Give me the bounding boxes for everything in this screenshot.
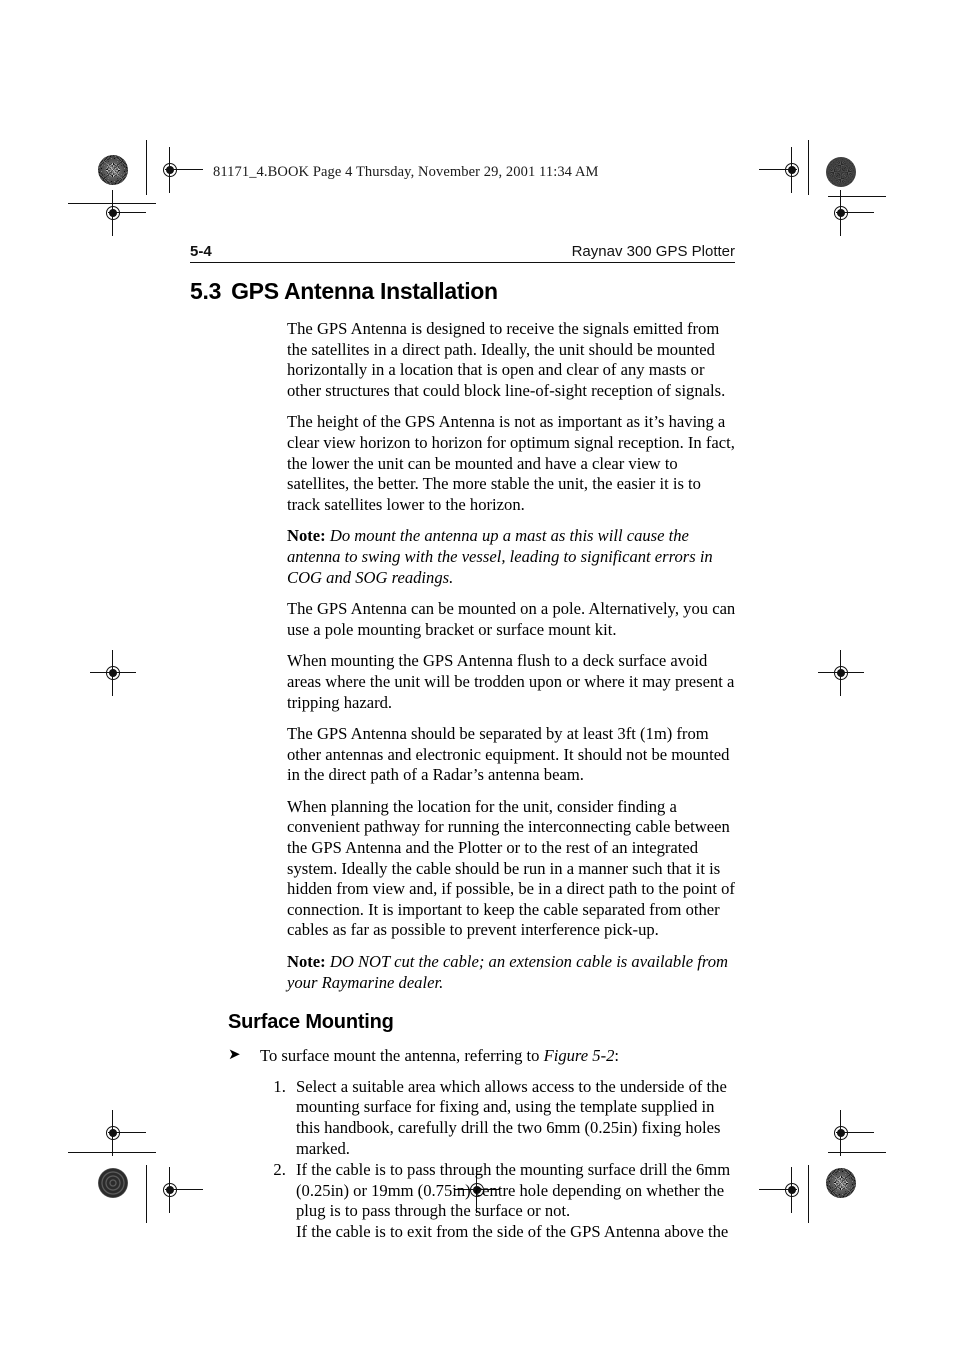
- crop-line-upper-right-horizontal: [828, 196, 886, 197]
- registration-mark-mid-left: [98, 658, 128, 688]
- procedure-steps: [252, 1077, 738, 1243]
- registration-mark-upper-left: [98, 198, 128, 228]
- list-item: [290, 1077, 738, 1159]
- registration-mark-lower-left: [98, 1118, 128, 1148]
- scan-file-info: 81171_4.BOOK Page 4 Thursday, November 29, 2001 11:34 AM: [213, 164, 599, 180]
- halftone-dot-bottom-left: [98, 1168, 128, 1198]
- note-2: [287, 952, 738, 993]
- registration-mark-bottom-left: [155, 1175, 185, 1205]
- figure-reference: Figure 5-2: [543, 1046, 615, 1066]
- running-head: [190, 236, 735, 263]
- note-2-text: DO NOT cut the cable; an extension cable is available from your Raymarine dealer.: [287, 952, 729, 992]
- crop-line-lower-left-horizontal: [68, 1152, 156, 1153]
- step-1-text: Select a suitable area which allows access to the underside of the mounting surface for fixing and, using the template supplied in this handbook, carefully drill the two 6mm (0.25in) fixing holes marked.: [296, 1076, 727, 1158]
- note-1-text: Do mount the antenna up a mast as this will cause the antenna to swing with the vessel, leading to significant errors in COG and SOG readings.: [287, 526, 713, 587]
- crop-line-top-left-vertical: [146, 140, 147, 195]
- note-label: Note:: [287, 952, 326, 972]
- paragraph-4: When mounting the GPS Antenna flush to a deck surface avoid areas where the unit will be trodden upon or where it may present a tripping hazard.: [287, 651, 735, 712]
- arrow-bullet-icon: ➤: [228, 1047, 241, 1064]
- note-1: [287, 526, 738, 588]
- page-folio: 5-4: [190, 243, 212, 260]
- body-column: [287, 319, 738, 993]
- crop-line-bottom-left-vertical: [146, 1165, 147, 1223]
- halftone-dot-top-right: [826, 157, 856, 187]
- procedure-intro-lead: To surface mount the antenna, referring to: [260, 1046, 544, 1066]
- paragraph-2: The height of the GPS Antenna is not as important as it’s having a clear view horizon to horizon for optimum signal reception. In fact, the lower the unit can be mounted and have a clear view to satellites, the better. The more stable the unit, the easier it is to track satellites lower to the horizon.: [287, 412, 735, 514]
- procedure-intro-tail: :: [614, 1046, 620, 1066]
- registration-mark-lower-right: [826, 1118, 856, 1148]
- subsection-heading: Surface Mounting: [228, 1011, 394, 1034]
- halftone-dot-bottom-right: [826, 1168, 856, 1198]
- section-number: 5.3: [190, 278, 222, 304]
- paragraph-5: The GPS Antenna should be separated by at least 3ft (1m) from other antennas and electronic equipment. It should not be mounted in the direct path of a Radar’s antenna beam.: [287, 724, 730, 785]
- registration-mark-top-left: [155, 155, 185, 185]
- paragraph-6: When planning the location for the unit, consider finding a convenient pathway for running the interconnecting cable between the GPS Antenna and the Plotter or to the rest of an integrated system. Ideally the cable should be run in a manner such that it is hidden from view and, if possible, be in a direct path to the point of connection. It is important to keep the cable separated from other cables as far as possible to prevent interference pick-up.: [287, 796, 735, 940]
- paragraph-3: The GPS Antenna can be mounted on a pole. Alternatively, you can use a pole mounting bracket or surface mount kit.: [287, 599, 736, 639]
- paragraph-1: The GPS Antenna is designed to receive the signals emitted from the satellites in a direct path. Ideally, the unit should be mounted horizontally in a location that is open and clear of any masts or other structures that could block line-of-sight reception of signals.: [287, 319, 726, 400]
- running-head-title: Raynav 300 GPS Plotter: [571, 243, 735, 260]
- step-2-continuation: If the cable is to exit from the side of the GPS Antenna above the: [296, 1221, 729, 1241]
- crop-line-bottom-right-vertical: [808, 1165, 809, 1223]
- registration-mark-mid-right: [826, 658, 856, 688]
- registration-mark-top-right: [777, 155, 807, 185]
- crop-line-top-right-vertical: [808, 140, 809, 195]
- halftone-dot-top-left: [98, 155, 128, 185]
- crop-line-lower-right-horizontal: [828, 1152, 886, 1153]
- registration-mark-bottom-right: [777, 1175, 807, 1205]
- note-label: Note:: [287, 526, 326, 546]
- step-2-text: If the cable is to pass through the mounting surface drill the 6mm (0.25in) or 19mm (0.75in) centre hole depending on whether the plug is to pass through the surface or not.: [296, 1160, 731, 1221]
- section-heading: [190, 278, 738, 305]
- section-title: GPS Antenna Installation: [231, 278, 498, 304]
- list-item: [290, 1160, 738, 1242]
- page-content: [190, 278, 738, 1244]
- procedure-intro: [228, 1046, 738, 1067]
- registration-mark-upper-right: [826, 198, 856, 228]
